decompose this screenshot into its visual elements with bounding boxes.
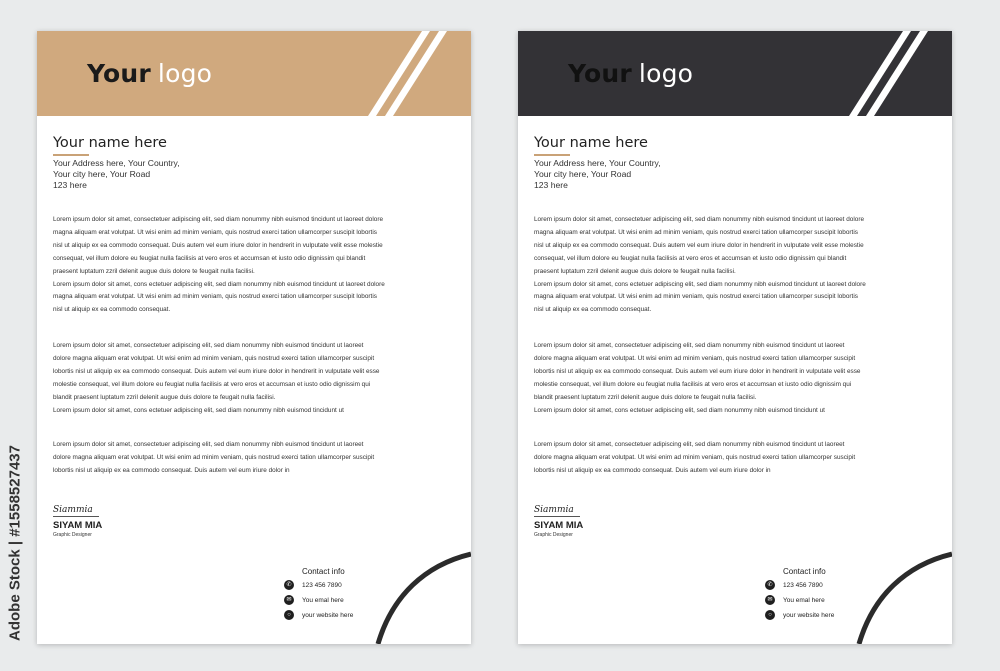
logo-word-1: Your [568,59,632,88]
body-line: nisl ut aliquip ex ea commodo consequat. Duis autem vel eum iriure dolor in hendrerit in vulputate velit esse molestie [534,241,864,249]
contact-info-title: Contact info [783,567,826,576]
address-line: Your city here, Your Road [534,169,632,179]
body-line: Lorem ipsum dolor sit amet, consectetuer adipiscing elit, sed diam nonummy nibh euismod tincidunt ut laoreet [534,441,845,448]
phone-icon: ✆ [765,580,775,590]
corner-arc-stroke [859,554,952,644]
signer-name: SIYAM MIA [53,520,103,531]
logo-word-1: Your [87,59,151,88]
handwritten-signature: Siammia [53,505,93,515]
contact-phone-text: 123 456 7890 [783,581,823,589]
body-line: dolore magna aliquam erat volutpat. Ut wisi enim ad minim veniam, quis nostrud exerci tation ullamcorper suscipit [534,453,856,461]
address-line: 123 here [534,180,568,190]
corner-arc [37,31,471,644]
body-line: dolore magna aliquam erat volutpat. Ut wisi enim ad minim veniam, quis nostrud exerci tation ullamcorper suscipit [534,354,856,362]
body-line: molestie consequat, vel illum dolore eu feugiat nulla facilisis at vero eros et accumsan et iusto odio dignissim qui [534,380,852,388]
body-line: Lorem ipsum dolor sit amet, cons ectetuer adipiscing elit, sed diam nonummy nibh euismod tincidunt ut laoreet dolore [534,280,866,288]
sender-name: Your name here [534,135,648,151]
body-line: Lorem ipsum dolor sit amet, cons ectetuer adipiscing elit, sed diam nonummy nibh euismod tincidunt ut [534,406,825,414]
body-line: Lorem ipsum dolor sit amet, consectetuer adipiscing elit, sed diam nonummy nibh euismod tincidunt ut laoreet [534,342,845,349]
body-line: Lorem ipsum dolor sit amet, cons ectetuer adipiscing elit, sed diam nonummy nibh euismod tincidunt ut laoreet dolore [53,280,385,288]
sender-name: Your name here [53,135,167,151]
phone-icon: ✆ [284,580,294,590]
body-line: consequat, vel illum dolore eu feugiat nulla facilisis at vero eros et accumsan et iusto odio dignissim qui blandit [53,254,366,262]
body-line: Lorem ipsum dolor sit amet, consectetuer adipiscing elit, sed diam nonummy nibh euismod tincidunt ut laoreet [53,441,364,448]
body-line: Lorem ipsum dolor sit amet, consectetuer adipiscing elit, sed diam nonummy nibh euismod tincidunt ut laoreet dolore [53,216,383,223]
body-line: molestie consequat, vel illum dolore eu feugiat nulla facilisis at vero eros et accumsan et iusto odio dignissim qui [53,380,371,388]
body-line: nisl ut aliquip ex ea commodo consequat. [534,306,652,314]
body-line: magna aliquam erat volutpat. Ut wisi enim ad minim veniam, quis nostrud exerci tation ullamcorper suscipit lobortis [53,293,377,301]
contact-email-text: You emal here [302,596,344,604]
body-line: dolore magna aliquam erat volutpat. Ut wisi enim ad minim veniam, quis nostrud exerci tation ullamcorper suscipit [53,453,375,461]
address-line: 123 here [53,180,87,190]
handwritten-signature: Siammia [534,505,574,515]
body-line: lobortis nisl ut aliquip ex ea commodo consequat. Duis autem vel eum iriure dolor in hendrerit in vulputate velit esse [53,367,380,375]
body-line: Lorem ipsum dolor sit amet, consectetuer adipiscing elit, sed diam nonummy nibh euismod tincidunt ut laoreet dolore [534,216,864,223]
body-line: nisl ut aliquip ex ea commodo consequat. [53,306,171,314]
globe-icon: ○ [765,610,775,620]
body-line: magna aliquam erat volutpat. Ut wisi enim ad minim veniam, quis nostrud exerci tation ullamcorper suscipit lobortis [534,293,858,301]
body-line: dolore magna aliquam erat volutpat. Ut wisi enim ad minim veniam, quis nostrud exerci tation ullamcorper suscipit [53,354,375,362]
body-line: praesent luptatum zzril delenit augue duis dolore te feugait nulla facilisi. [53,267,255,275]
corner-arc [518,31,952,644]
letterhead-page-beige [37,31,471,644]
contact-phone-text: 123 456 7890 [302,581,342,589]
contact-email-text: You emal here [783,596,825,604]
contact-website-text: your website here [783,611,835,619]
address-line: Your Address here, Your Country, [53,158,180,168]
stock-id-label [2,420,28,665]
body-line: lobortis nisl ut aliquip ex ea commodo consequat. Duis autem vel eum iriure dolor in hendrerit in vulputate velit esse [534,367,861,375]
body-line: Lorem ipsum dolor sit amet, consectetuer adipiscing elit, sed diam nonummy nibh euismod tincidunt ut laoreet [53,342,364,349]
body-line: magna aliquam erat volutpat. Ut wisi enim ad minim veniam, quis nostrud exerci tation ullamcorper suscipit lobortis [53,228,377,236]
logo-word-2: logo [157,59,213,88]
body-line: blandit praesent luptatum zzril delenit augue duis dolore te feugait nulla facilisi. [534,393,757,401]
signer-role: Graphic Designer [534,532,573,538]
signer-name: SIYAM MIA [534,520,584,531]
address-line: Your city here, Your Road [53,169,151,179]
body-line: blandit praesent luptatum zzril delenit augue duis dolore te feugait nulla facilisi. [53,393,276,401]
stock-id-text: Adobe Stock | #1558527437 [6,444,24,641]
letterhead-page-dark [518,31,952,644]
email-icon: ✉ [284,595,294,605]
body-line: consequat, vel illum dolore eu feugiat nulla facilisis at vero eros et accumsan et iusto odio dignissim qui blandit [534,254,847,262]
logo-word-2: logo [638,59,694,88]
email-icon: ✉ [765,595,775,605]
body-line: Lorem ipsum dolor sit amet, cons ectetuer adipiscing elit, sed diam nonummy nibh euismod tincidunt ut [53,406,344,414]
body-line: magna aliquam erat volutpat. Ut wisi enim ad minim veniam, quis nostrud exerci tation ullamcorper suscipit lobortis [534,228,858,236]
globe-icon: ○ [284,610,294,620]
contact-website-text: your website here [302,611,354,619]
body-line: praesent luptatum zzril delenit augue duis dolore te feugait nulla facilisi. [534,267,736,275]
body-line: lobortis nisl ut aliquip ex ea commodo consequat. Duis autem vel eum iriure dolor in [534,466,771,474]
body-line: nisl ut aliquip ex ea commodo consequat. Duis autem vel eum iriure dolor in hendrerit in vulputate velit esse molestie [53,241,383,249]
signer-role: Graphic Designer [53,532,92,538]
body-line: lobortis nisl ut aliquip ex ea commodo consequat. Duis autem vel eum iriure dolor in [53,466,290,474]
address-line: Your Address here, Your Country, [534,158,661,168]
corner-arc-stroke [378,554,471,644]
contact-info-title: Contact info [302,567,345,576]
